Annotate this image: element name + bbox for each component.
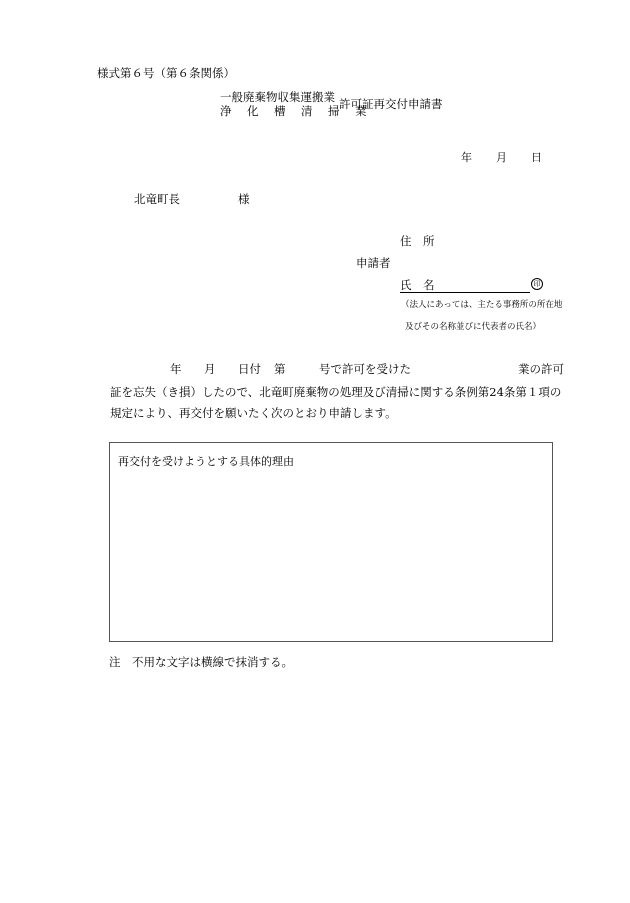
reason-box[interactable] [109,442,553,642]
form-number: 様式第６号（第６条関係） [97,66,235,80]
body-number-prefix: 第 [274,362,286,376]
corporate-note-line2: 及びその名称並びに代表者の氏名） [405,322,542,332]
footnote: 注 不用な文字は横線で抹消する。 [109,655,293,669]
name-underline [400,292,530,293]
date-year-label: 年 [461,151,472,164]
body-business-permit: 業の許可 [518,362,564,376]
applicant-label: 申請者 [356,256,391,270]
title-suffix: 許可証再交付申請書 [339,97,443,111]
body-permitted-text: 号で許可を受けた [319,362,411,376]
body-line-3: 規定により、再交付を願いたく次のとおり申請します。 [110,406,397,420]
body-year-label: 年 [170,362,182,376]
body-month-label: 月 [204,362,216,376]
date-day-label: 日 [531,151,542,164]
date-month-label: 月 [496,151,507,164]
title-line-septic-cleaning: 浄 化 槽 清 掃 業 [220,104,369,118]
name-label: 氏 名 [400,278,435,292]
addressee-name: 北竜町長 [134,192,180,206]
addressee-honorific: 様 [238,192,250,206]
seal-mark: 印 [531,278,543,290]
body-day-label: 日付 [238,362,261,376]
corporate-note-line1: （法人にあっては、主たる事務所の所在地 [401,300,563,310]
body-line-2: 証を忘失（き損）したので、北竜町廃棄物の処理及び清掃に関する条例第24条第１項の [110,385,562,399]
reason-label: 再交付を受けようとする具体的理由 [118,455,294,468]
title-line-waste-collection: 一般廃棄物収集運搬業 [220,90,335,104]
address-label: 住 所 [400,234,435,248]
